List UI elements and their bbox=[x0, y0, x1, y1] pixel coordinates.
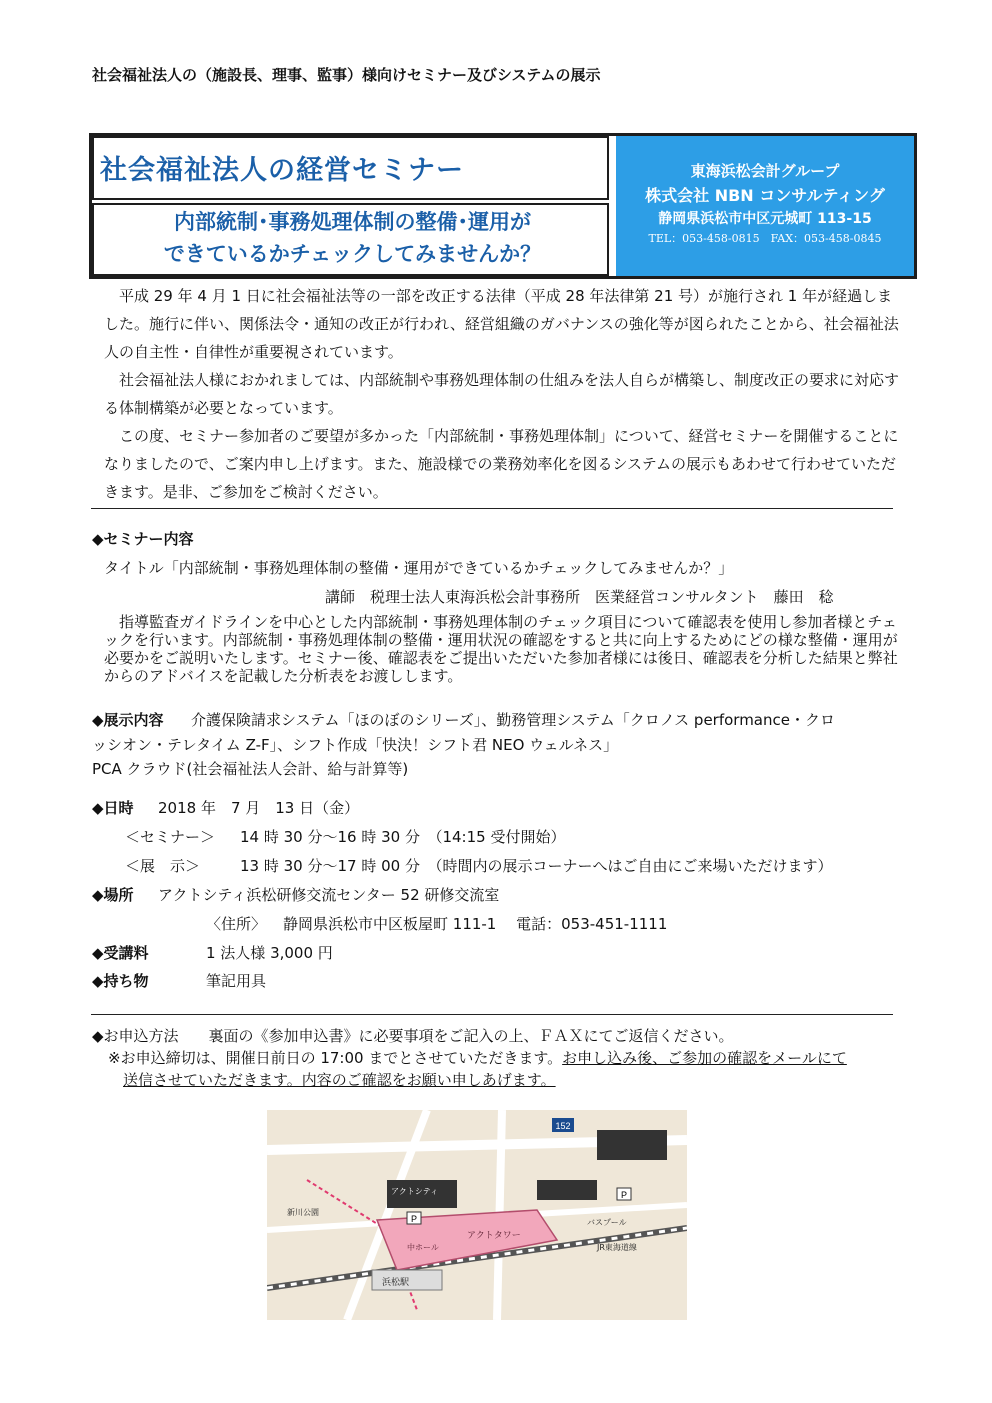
org-company: 株式会社 NBN コンサルティング bbox=[645, 186, 885, 205]
fee-heading: ◆受講料 bbox=[92, 944, 149, 962]
subtitle-line-1: 内部統制･事務処理体制の整備･運用が bbox=[174, 210, 531, 234]
map-route-number: 152 bbox=[555, 1121, 571, 1131]
seminar-description: 指導監査ガイドラインを中心とした内部統制・事務処理体制のチェック項目について確認表を使用し参加者様とチェックを行います。内部統制・事務処理体制の整備・運用状況の確認をすると共に向上するためにどの様な整備・運用が必要かをご説明いたします。セミナー後、確認表をご提出いただいた参加者様には後日、確認表を分析した結果と弊社からのアドバイスを記載した分析表をお渡しします。 bbox=[104, 613, 898, 685]
map-callout-station-parking bbox=[597, 1130, 667, 1160]
org-contact: TEL：053-458-0815 FAX：053-458-0845 bbox=[648, 232, 882, 245]
page-title: 社会福祉法人の（施設長、理事、監事）様向けセミナー及びシステムの展示 bbox=[92, 66, 601, 84]
parking-marker-label: P bbox=[410, 1214, 418, 1224]
access-map bbox=[267, 1110, 687, 1320]
map-label-rail: JR東海道線 bbox=[597, 1243, 637, 1252]
items-value: 筆記用具 bbox=[206, 972, 267, 990]
seminar-time: 14 時 30 分～16 時 30 分 （14:15 受付開始） bbox=[240, 828, 566, 846]
apply-method: ◆お申込方法 裏面の《参加申込書》に必要事項をご記入の上、ＦＡＸにてご返信ください。 bbox=[92, 1027, 734, 1045]
intro-paragraph-1: 平成 29 年 4 月 1 日に社会福祉法等の一部を改正する法律（平成 28 年法律第 21 号）が施行され 1 年が経過しました。施行に伴い、関係法令・通知の改正が行われ、経営組織のガバナンスの強化等が図られたことから、社会福祉法人の自主性・自律性が重要視されています。 bbox=[104, 287, 899, 361]
divider-2 bbox=[91, 1014, 893, 1015]
exhibit-heading: ◆展示内容 bbox=[92, 711, 164, 729]
map-label-tower: アクトタワー bbox=[467, 1231, 521, 1241]
org-address: 静岡県浜松市中区元城町 113-15 bbox=[658, 211, 872, 227]
venue-address: 静岡県浜松市中区板屋町 111-1 電話：053-451-1111 bbox=[283, 915, 668, 933]
venue-address-label: 〈住所〉 bbox=[206, 915, 267, 933]
lecturer: 講師 税理士法人東海浜松会計事務所 医業経営コンサルタント 藤田 稔 bbox=[325, 588, 834, 606]
map-callout-hall bbox=[537, 1180, 597, 1200]
divider-1 bbox=[91, 508, 893, 509]
items-heading: ◆持ち物 bbox=[92, 972, 149, 990]
intro-paragraph-3: この度、セミナー参加者のご要望が多かった「内部統制・事務処理体制」について、経営セミナーを開催することになりましたので、ご案内申し上げます。また、施設様での業務効率化を図るシステムの展示もあわせて行わせていただきます。是非、ご参加をご検討ください。 bbox=[104, 427, 899, 501]
map-label-bus: バスプール bbox=[587, 1218, 627, 1227]
parking-marker-label: P bbox=[620, 1190, 628, 1200]
fee-value: 1 法人様 3,000 円 bbox=[206, 944, 333, 962]
seminar-subtitle bbox=[100, 206, 605, 270]
map-label-park: 新川公園 bbox=[287, 1208, 319, 1217]
organizer-panel bbox=[616, 136, 914, 276]
venue-heading: ◆場所 bbox=[92, 886, 134, 904]
apply-note: 送信させていただきます。内容のご確認をお願い申しあげます。 bbox=[123, 1071, 556, 1089]
map-label-actcity: アクトシティ bbox=[391, 1187, 439, 1196]
apply-confirm-text: お申し込み後、ご参加の確認をメールにて bbox=[562, 1049, 847, 1067]
seminar-title-line: タイトル「内部統制・事務処理体制の整備・運用ができているかチェックしてみませんか？」 bbox=[104, 559, 734, 577]
map-label-station: 浜松駅 bbox=[382, 1278, 410, 1288]
venue-name: アクトシティ浜松研修交流センター 52 研修交流室 bbox=[158, 886, 500, 904]
exhibit-time-label: ＜展 示＞ bbox=[125, 857, 201, 875]
seminar-heading: ◆セミナー内容 bbox=[92, 530, 194, 548]
subtitle-line-2: できているかチェックしてみませんか？ bbox=[163, 242, 542, 266]
exhibit-time: 13 時 30 分～17 時 00 分 （時間内の展示コーナーへはご自由にご来場いただけます） bbox=[240, 857, 833, 875]
event-date: 2018 年 7 月 13 日（金） bbox=[158, 799, 360, 817]
seminar-time-label: ＜セミナー＞ bbox=[125, 828, 216, 846]
exhibit-line-3: PCA クラウド(社会福祉法人会計、給与計算等) bbox=[92, 760, 409, 778]
date-heading: ◆日時 bbox=[92, 799, 134, 817]
map-label-hall: 中ホール bbox=[407, 1243, 439, 1252]
intro-paragraph-2: 社会福祉法人様におかれましては、内部統制や事務処理体制の仕組みを法人自らが構築し、制度改正の要求に対応する体制構築が必要となっています。 bbox=[104, 371, 900, 417]
apply-deadline-text: ※お申込締切は、開催日前日の 17:00 までとさせていただきます。 bbox=[108, 1049, 563, 1067]
exhibit-line-2: ッシオン・テレタイム Z-F」、シフト作成「快決！シフト君 NEO ウェルネス」 bbox=[92, 736, 619, 754]
org-group: 東海浜松会計グループ bbox=[690, 162, 840, 180]
apply-deadline bbox=[108, 1047, 847, 1068]
seminar-title: 社会福祉法人の経営セミナー bbox=[100, 155, 464, 186]
exhibit-line-1: 介護保険請求システム「ほのぼのシリーズ」、勤務管理システム「クロノス performance・クロ bbox=[191, 711, 835, 729]
